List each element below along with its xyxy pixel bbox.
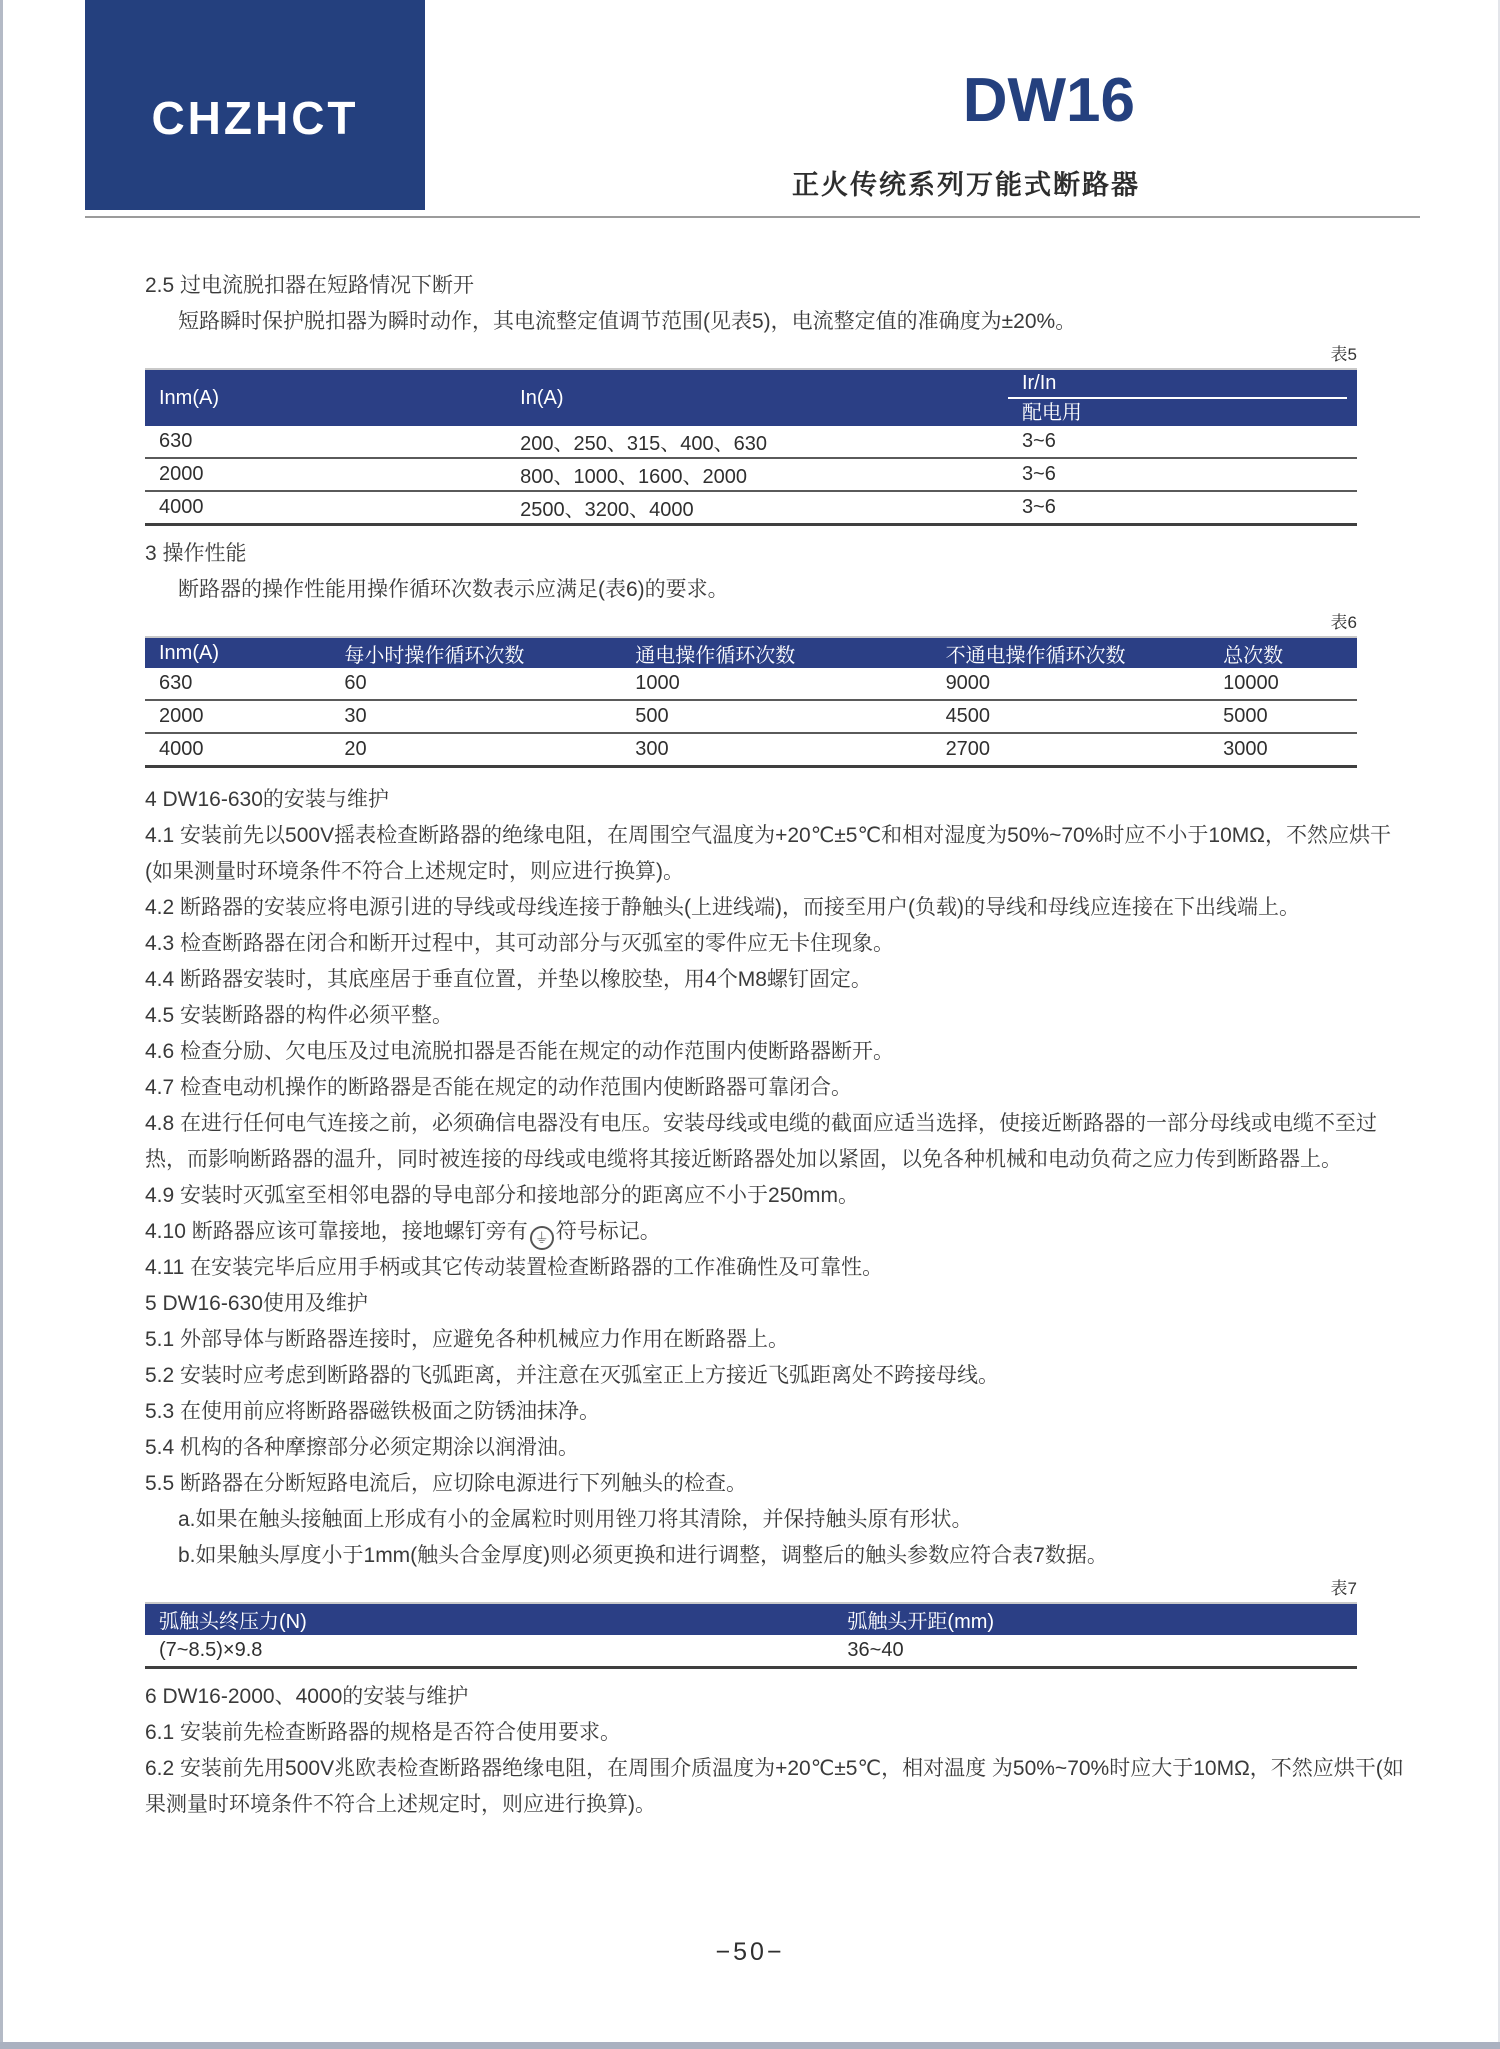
table6-label: 表6 — [1330, 613, 1357, 632]
table7-head — [145, 1603, 1357, 1635]
table5-container — [145, 342, 1357, 526]
table-header-top: Ir/In — [1008, 370, 1347, 399]
table-row — [145, 458, 1357, 491]
table-row — [145, 733, 1357, 767]
table-header-cell: In(A) — [506, 369, 1008, 426]
page-edge-bottom — [0, 2042, 1500, 2049]
paragraph: 4.5 安装断路器的构件必须平整。 — [145, 1004, 454, 1027]
table-cell: 1000 — [621, 668, 931, 700]
table-cell: 2700 — [932, 733, 1210, 767]
table-header-cell-stacked — [1008, 369, 1357, 426]
paragraph: 5.3 在使用前应将断路器磁铁极面之防锈油抹净。 — [145, 1400, 601, 1423]
paragraph: 4.8 在进行任何电气连接之前，必须确信电器没有电压。安装母线或电缆的截面应适当选择，使接近断路器的一部分母线或电缆不至过热，而影响断路器的温升，同时被连接的母线或电缆将其接近断路器处加以紧固，以免各种机械和电动负荷之应力传到断路器上。 — [145, 1112, 1378, 1171]
table7-container — [145, 1576, 1357, 1669]
paragraph: 4.4 断路器安装时，其底座居于垂直位置，并垫以橡胶垫，用4个M8螺钉固定。 — [145, 968, 872, 991]
section-heading: 3 操作性能 — [145, 542, 247, 565]
paragraph-text: 4.10 断路器应该可靠接地，接地螺钉旁有 — [145, 1220, 528, 1243]
table-cell: 3~6 — [1008, 458, 1357, 491]
table7 — [145, 1602, 1357, 1669]
section-heading: 5 DW16-630使用及维护 — [145, 1292, 368, 1315]
paragraph: 4.3 检查断路器在闭合和断开过程中，其可动部分与灭弧室的零件应无卡住现象。 — [145, 932, 895, 955]
table-header-cell: 弧触头开距(mm) — [833, 1603, 1357, 1635]
paragraph: 4.11 在安装完毕后应用手柄或其它传动装置检查断路器的工作准确性及可靠性。 — [145, 1256, 884, 1279]
table-header-row — [145, 1603, 1357, 1635]
paragraph: 4.7 检查电动机操作的断路器是否能在规定的动作范围内使断路器可靠闭合。 — [145, 1076, 853, 1099]
table-cell: 9000 — [932, 668, 1210, 700]
paragraph: 6.1 安装前先检查断路器的规格是否符合使用要求。 — [145, 1721, 622, 1744]
table-cell: 300 — [621, 733, 931, 767]
document-body — [145, 268, 1415, 1823]
paragraph: 5.1 外部导体与断路器连接时，应避免各种机械应力作用在断路器上。 — [145, 1328, 790, 1351]
table-cell: 20 — [330, 733, 621, 767]
table-cell: (7~8.5)×9.8 — [145, 1635, 833, 1668]
table-row — [145, 668, 1357, 700]
paragraph: 5.5 断路器在分断短路电流后，应切除电源进行下列触头的检查。 — [145, 1472, 748, 1495]
table-cell: 500 — [621, 700, 931, 733]
table-cell: 2500、3200、4000 — [506, 491, 1008, 525]
paragraph: 短路瞬时保护脱扣器为瞬时动作，其电流整定值调节范围(见表5)，电流整定值的准确度为±20%。 — [178, 310, 1077, 333]
table-row — [145, 1635, 1357, 1668]
page-number: −50− — [715, 1938, 785, 1966]
table-cell: 4500 — [932, 700, 1210, 733]
table-cell: 630 — [145, 668, 330, 700]
table5-label: 表5 — [1330, 345, 1357, 364]
paragraph: 5.2 安装时应考虑到断路器的飞弧距离，并注意在灭弧室正上方接近飞弧距离处不跨接母线。 — [145, 1364, 1000, 1387]
series-subtitle: 正火传统系列万能式断路器 — [792, 170, 1140, 200]
table7-body — [145, 1635, 1357, 1668]
table-cell: 30 — [330, 700, 621, 733]
table-header-row — [145, 637, 1357, 668]
paragraph: b.如果触头厚度小于1mm(触头合金厚度)则必须更换和进行调整，调整后的触头参数应符合表7数据。 — [178, 1544, 1108, 1567]
ground-symbol-icon: ⏚ — [530, 1226, 554, 1250]
paragraph: 4.9 安装时灭弧室至相邻电器的导电部分和接地部分的距离应不小于250mm。 — [145, 1184, 860, 1207]
table-header-cell: 每小时操作循环次数 — [330, 637, 621, 668]
table6-head — [145, 637, 1357, 668]
table-cell: 10000 — [1209, 668, 1357, 700]
table-cell: 800、1000、1600、2000 — [506, 458, 1008, 491]
paragraph — [145, 1214, 1415, 1250]
paragraph: 6.2 安装前先用500V兆欧表检查断路器绝缘电阻，在周围介质温度为+20℃±5℃，相对温度 为50%~70%时应大于10MΩ，不然应烘干(如果测量时环境条件不符合上述规定时，则应进行换算)。 — [145, 1757, 1404, 1816]
table6-container — [145, 610, 1357, 768]
table-header-cell: Inm(A) — [145, 369, 506, 426]
table-header-cell: 不通电操作循环次数 — [932, 637, 1210, 668]
paragraph: 5.4 机构的各种摩擦部分必须定期涂以润滑油。 — [145, 1436, 580, 1459]
header-divider — [85, 216, 1420, 218]
table-cell: 2000 — [145, 458, 506, 491]
table-cell: 60 — [330, 668, 621, 700]
paragraph-text: 符号标记。 — [555, 1220, 661, 1243]
table5 — [145, 368, 1357, 526]
table-cell: 3~6 — [1008, 491, 1357, 525]
paragraph: 4.1 安装前先以500V摇表检查断路器的绝缘电阻，在周围空气温度为+20℃±5℃和相对湿度为50%~70%时应不小于10MΩ，不然应烘干(如果测量时环境条件不符合上述规定时，则应进行换算)。 — [145, 824, 1391, 883]
table-cell: 3000 — [1209, 733, 1357, 767]
table-row — [145, 491, 1357, 525]
table-cell: 4000 — [145, 491, 506, 525]
table-cell: 36~40 — [833, 1635, 1357, 1668]
brand-logo-text: CHZHCT — [151, 92, 359, 144]
table-header-cell: 通电操作循环次数 — [621, 637, 931, 668]
table-cell: 5000 — [1209, 700, 1357, 733]
table-cell: 3~6 — [1008, 426, 1357, 458]
table-row — [145, 426, 1357, 458]
table7-label: 表7 — [1330, 1579, 1357, 1598]
table-cell: 4000 — [145, 733, 330, 767]
table5-body — [145, 426, 1357, 525]
table6 — [145, 636, 1357, 768]
paragraph: a.如果在触头接触面上形成有小的金属粒时则用锉刀将其清除，并保持触头原有形状。 — [178, 1508, 973, 1531]
section-heading: 2.5 过电流脱扣器在短路情况下断开 — [145, 274, 475, 297]
table-header-row — [145, 369, 1357, 426]
page-edge-left — [0, 0, 3, 2049]
paragraph: 4.2 断路器的安装应将电源引进的导线或母线连接于静触头(上进线端)，而接至用户(负载)的导线和母线应连接在下出线端上。 — [145, 896, 1300, 919]
table6-body — [145, 668, 1357, 767]
brand-logo — [85, 0, 425, 210]
table-cell: 2000 — [145, 700, 330, 733]
section-heading: 4 DW16-630的安装与维护 — [145, 788, 389, 811]
product-model-title: DW16 — [962, 66, 1135, 135]
table-header-bottom: 配电用 — [1021, 402, 1082, 424]
table-header-cell: Inm(A) — [145, 637, 330, 668]
paragraph: 4.6 检查分励、欠电压及过电流脱扣器是否能在规定的动作范围内使断路器断开。 — [145, 1040, 895, 1063]
table-cell: 630 — [145, 426, 506, 458]
table-row — [145, 700, 1357, 733]
table-header-cell: 弧触头终压力(N) — [145, 1603, 833, 1635]
paragraph: 断路器的操作性能用操作循环次数表示应满足(表6)的要求。 — [178, 578, 729, 601]
table-header-cell: 总次数 — [1209, 637, 1357, 668]
table5-head — [145, 369, 1357, 426]
section-heading: 6 DW16-2000、4000的安装与维护 — [145, 1685, 469, 1708]
table-cell: 200、250、315、400、630 — [506, 426, 1008, 458]
